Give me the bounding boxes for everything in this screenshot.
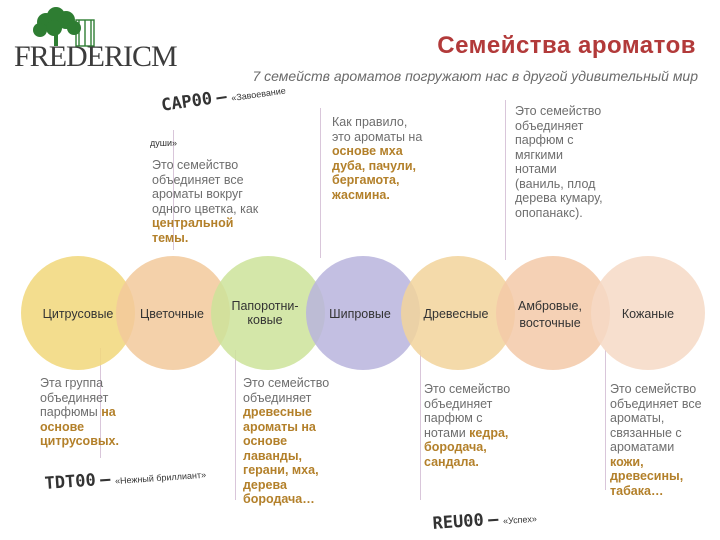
- family-label-chypre: Шипровые: [329, 307, 391, 321]
- page-title: Семейства ароматов: [437, 32, 696, 59]
- family-label-amber: Амбровые, восточные: [518, 299, 582, 330]
- desc-fougere-plain: Это семейство объединяет: [243, 376, 330, 405]
- desc-leather-bold: кожи, древесины, табака…: [610, 454, 684, 498]
- stamp-code: TDT00: [44, 470, 97, 494]
- desc-amber: [515, 104, 605, 220]
- desc-floral-bold: центральной темы.: [152, 216, 234, 245]
- family-label-citrus: Цитрусовые: [42, 307, 114, 321]
- stamp-caption: «Завоевание: [230, 85, 287, 104]
- family-label-fougere: Папоротни- ковые: [231, 299, 299, 327]
- family-label-floral: Цветочные: [140, 307, 204, 321]
- desc-floral: [152, 158, 267, 245]
- stamp-dash: –: [215, 86, 229, 109]
- desc-woody: [424, 382, 514, 469]
- desc-citrus: [40, 376, 135, 449]
- desc-woody-plain: Это семейство объединяет парфюм с нотами: [424, 382, 511, 440]
- desc-chypre-plain: Как правило, это ароматы на: [332, 115, 423, 144]
- stamp-caption: «Нежный бриллиант»: [114, 469, 207, 487]
- stamp-dash: –: [99, 469, 112, 491]
- stamp-caption: «Успех»: [502, 513, 538, 527]
- desc-leather: [610, 382, 710, 498]
- desc-amber-plain: Это семейство объединяет парфюм с мягкими нотами (ваниль, плод дерева кумару, опопанакс).: [515, 104, 603, 220]
- desc-chypre-bold: основе мха дуба, пачули, бергамота, жасмина.: [332, 144, 416, 202]
- desc-floral-plain: Это семейство объединяет все ароматы вокруг одного цветка, как: [152, 158, 259, 216]
- desc-fougere-bold: древесные ароматы на основе лаванды, герани, мха, дерева бородача…: [243, 405, 319, 506]
- page-subtitle: 7 семейств ароматов погружают нас в другой удивительный мир: [252, 68, 698, 84]
- desc-citrus-plain: Эта группа объединяет парфюмы: [40, 376, 109, 419]
- logo-text: FREDERICM: [14, 40, 177, 73]
- stamp-dash: –: [487, 509, 500, 531]
- desc-leather-plain: Это семейство объединяет все ароматы, связанные с ароматами: [610, 382, 702, 454]
- desc-chypre: [332, 115, 428, 202]
- stamp-caption-line2: души»: [150, 138, 178, 148]
- desc-woody-bold: кедра, бородача, сандала.: [424, 425, 509, 469]
- desc-citrus-bold: на основе цитрусовых.: [40, 405, 119, 448]
- stamp-code: REU00: [432, 510, 485, 534]
- desc-fougere: [243, 376, 343, 507]
- family-label-leather: Кожаные: [621, 307, 675, 321]
- stamp-code: CAP00: [160, 88, 214, 116]
- family-label-woody: Древесные: [423, 307, 489, 321]
